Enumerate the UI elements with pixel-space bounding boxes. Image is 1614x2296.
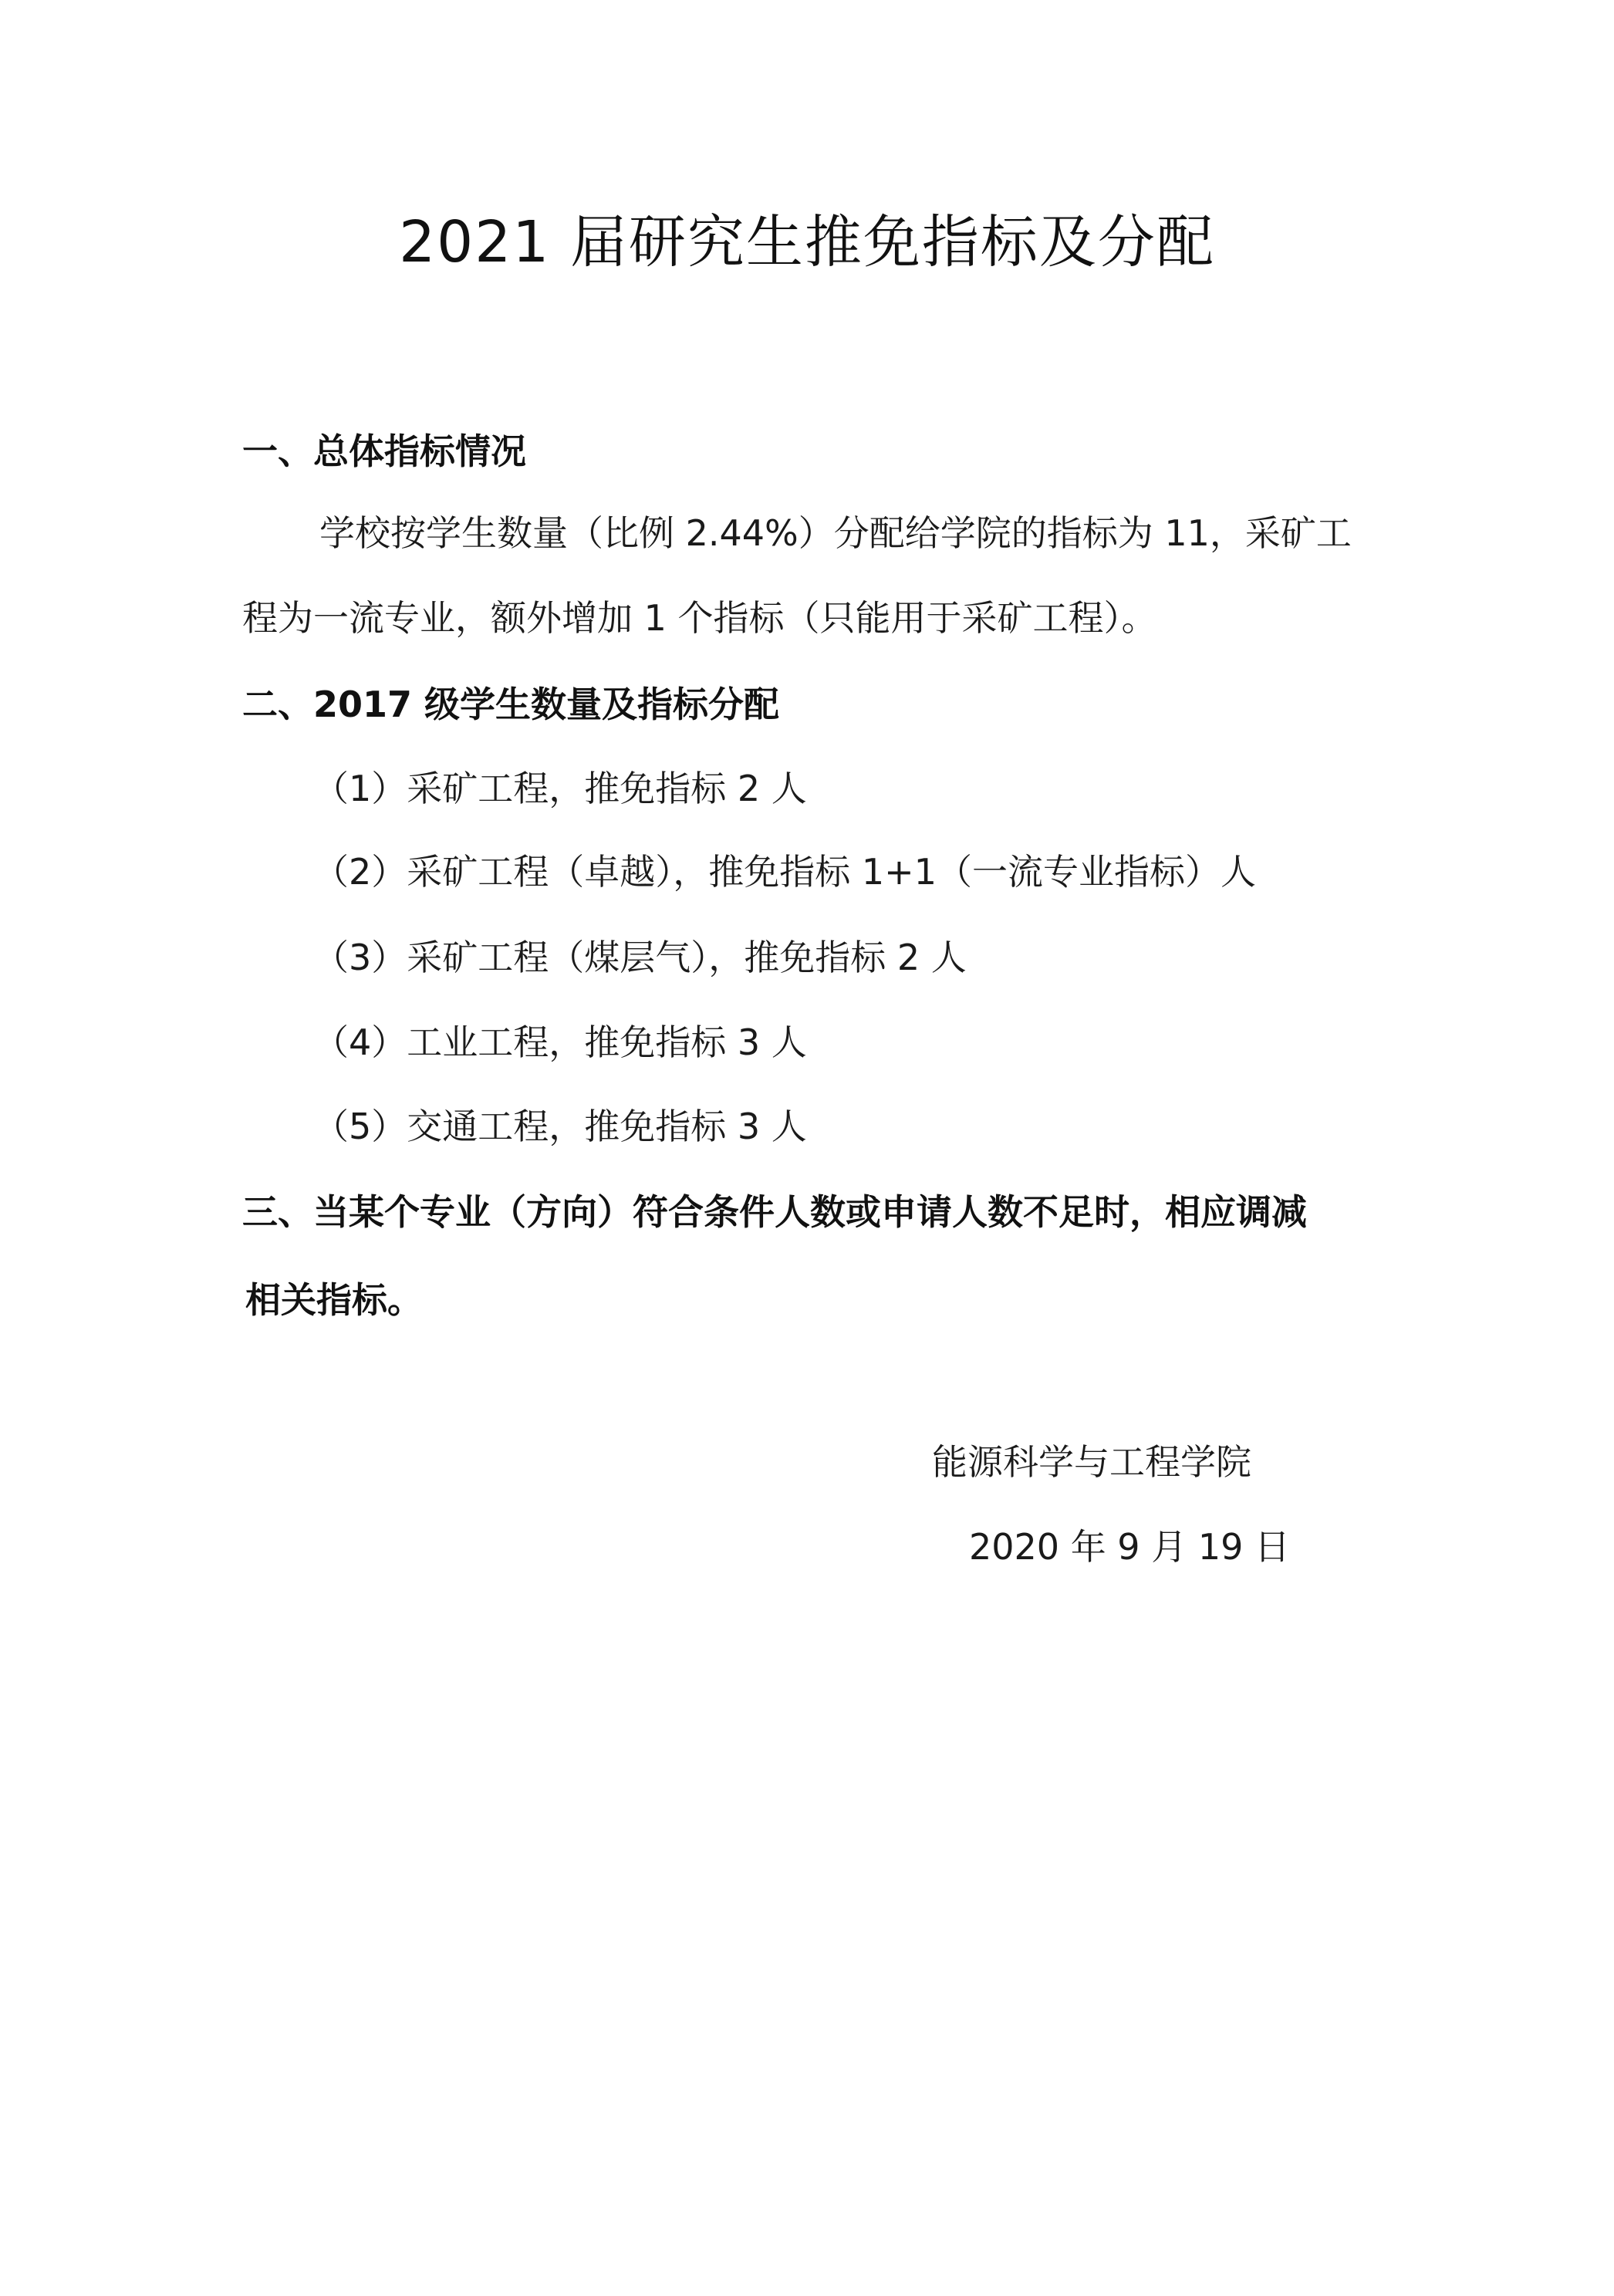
section2-heading: 二、2017 级学生数量及指标分配 — [242, 684, 780, 725]
section1-paragraph-line1: 学校按学生数量（比例 2.44%）分配给学院的指标为 11，采矿工 — [319, 512, 1352, 554]
quota-item-traffic-engineering: （5）交通工程，推免指标 3 人 — [313, 1106, 807, 1147]
document-title: 2021 届研究生推免指标及分配 — [399, 209, 1215, 275]
signature-organization: 能源科学与工程学院 — [932, 1441, 1251, 1483]
section1-paragraph-line2: 程为一流专业，额外增加 1 个指标（只能用于采矿工程）。 — [242, 597, 1157, 639]
quota-item-industrial-engineering: （4）工业工程，推免指标 3 人 — [313, 1021, 807, 1063]
section3-line2: 相关指标。 — [245, 1279, 423, 1321]
quota-item-mining-coalbed-methane: （3）采矿工程（煤层气），推免指标 2 人 — [313, 937, 967, 978]
quota-item-mining-excellence: （2）采矿工程（卓越），推免指标 1+1（一流专业指标）人 — [313, 851, 1256, 893]
section3-line1: 三、当某个专业（方向）符合条件人数或申请人数不足时，相应调减 — [242, 1191, 1307, 1233]
quota-item-mining: （1）采矿工程，推免指标 2 人 — [313, 768, 807, 809]
signature-date: 2020 年 9 月 19 日 — [969, 1526, 1290, 1568]
section1-heading: 一、总体指标情况 — [242, 430, 526, 472]
